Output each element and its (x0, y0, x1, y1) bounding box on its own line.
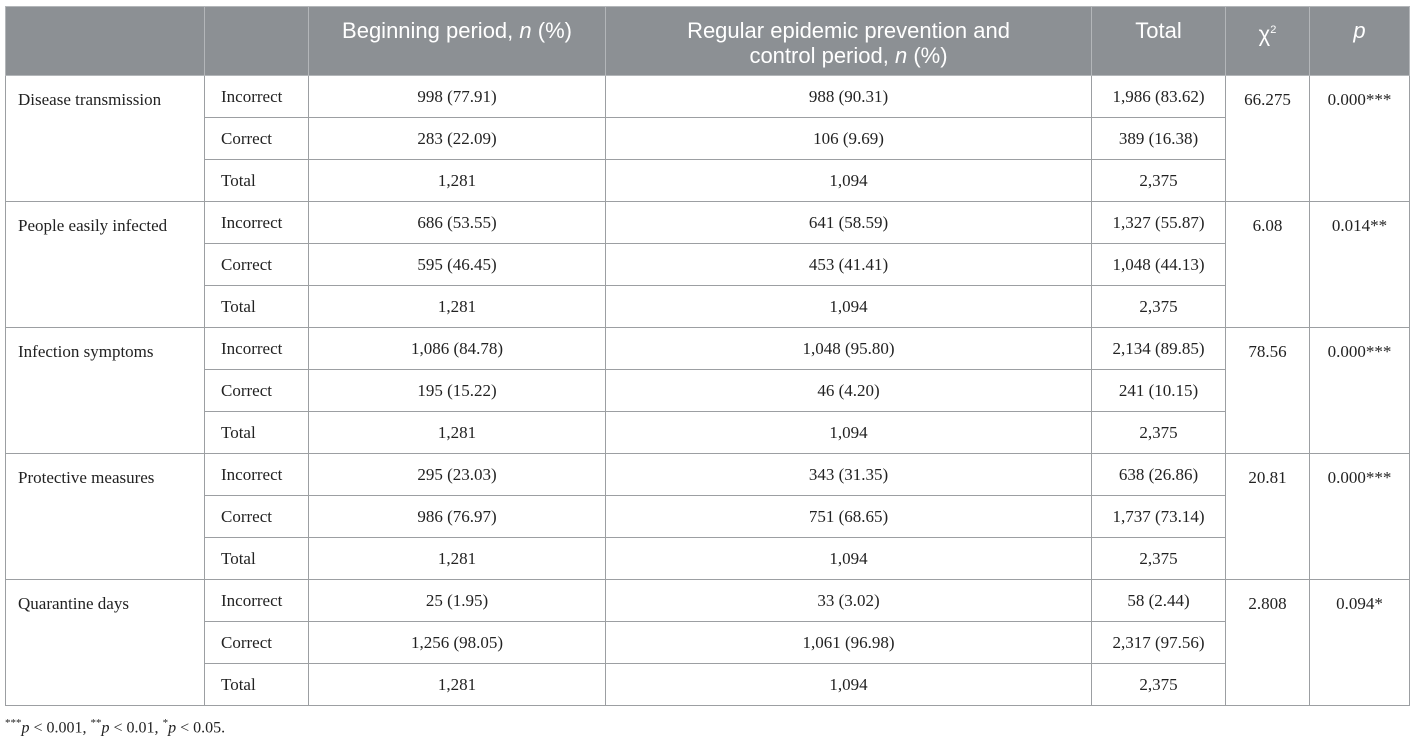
header-chi-symbol: χ (1258, 21, 1271, 47)
category-cell: Total (205, 412, 309, 454)
total-cell: 241 (10.15) (1092, 370, 1226, 412)
regular-period-cell: 1,094 (606, 160, 1092, 202)
p-value-cell: 0.000*** (1310, 454, 1410, 580)
category-cell: Incorrect (205, 328, 309, 370)
header-chi-square (1226, 7, 1310, 76)
chi-square-cell: 6.08 (1226, 202, 1310, 328)
total-cell: 2,375 (1092, 160, 1226, 202)
table-row (6, 328, 1410, 370)
beginning-period-cell: 1,281 (309, 160, 606, 202)
category-cell: Total (205, 160, 309, 202)
beginning-period-cell: 25 (1.95) (309, 580, 606, 622)
beginning-period-cell: 295 (23.03) (309, 454, 606, 496)
category-cell: Incorrect (205, 580, 309, 622)
total-cell: 2,317 (97.56) (1092, 622, 1226, 664)
footnote-text-3: < 0.05. (176, 719, 226, 737)
total-cell: 1,737 (73.14) (1092, 496, 1226, 538)
beginning-period-cell: 1,256 (98.05) (309, 622, 606, 664)
header-p-symbol: p (1353, 18, 1366, 43)
p-value-cell: 0.000*** (1310, 328, 1410, 454)
regular-period-cell: 453 (41.41) (606, 244, 1092, 286)
header-regular-line2: control period, (749, 43, 895, 68)
category-cell: Correct (205, 370, 309, 412)
header-p-value (1310, 7, 1410, 76)
group-label: Disease transmission (6, 76, 205, 202)
total-cell: 2,375 (1092, 538, 1226, 580)
chi-square-cell: 2.808 (1226, 580, 1310, 706)
total-cell: 2,375 (1092, 286, 1226, 328)
header-begin-pct: (%) (531, 18, 572, 43)
footnote (5, 717, 225, 737)
footnote-p-3: p (168, 719, 177, 737)
table-row (6, 580, 1410, 622)
category-cell: Total (205, 286, 309, 328)
total-cell: 2,375 (1092, 412, 1226, 454)
total-cell: 1,986 (83.62) (1092, 76, 1226, 118)
category-cell: Total (205, 538, 309, 580)
p-value-cell: 0.000*** (1310, 76, 1410, 202)
total-cell: 389 (16.38) (1092, 118, 1226, 160)
group-label: Infection symptoms (6, 328, 205, 454)
header-regular-line1: Regular epidemic prevention and (687, 18, 1010, 43)
beginning-period-cell: 283 (22.09) (309, 118, 606, 160)
table-row (6, 496, 1410, 538)
beginning-period-cell: 986 (76.97) (309, 496, 606, 538)
table-row (6, 202, 1410, 244)
total-cell: 2,134 (89.85) (1092, 328, 1226, 370)
category-cell: Correct (205, 496, 309, 538)
table-row (6, 160, 1410, 202)
header-total: Total (1092, 7, 1226, 76)
regular-period-cell: 1,094 (606, 664, 1092, 706)
footnote-stars-1: *** (5, 717, 22, 729)
category-cell: Incorrect (205, 454, 309, 496)
table-row (6, 622, 1410, 664)
category-cell: Incorrect (205, 202, 309, 244)
chi-square-cell: 20.81 (1226, 454, 1310, 580)
beginning-period-cell: 1,281 (309, 538, 606, 580)
header-blank-1 (6, 7, 205, 76)
header-chi-sup: 2 (1270, 24, 1277, 36)
group-label: People easily infected (6, 202, 205, 328)
footnote-text-2: < 0.01, (109, 719, 163, 737)
group-label: Quarantine days (6, 580, 205, 706)
category-cell: Correct (205, 622, 309, 664)
table-row (6, 454, 1410, 496)
beginning-period-cell: 686 (53.55) (309, 202, 606, 244)
regular-period-cell: 106 (9.69) (606, 118, 1092, 160)
header-blank-2 (205, 7, 309, 76)
footnote-text-1: < 0.001, (29, 719, 91, 737)
table-container (5, 6, 1409, 706)
table-row (6, 118, 1410, 160)
p-value-cell: 0.014** (1310, 202, 1410, 328)
table-row (6, 412, 1410, 454)
regular-period-cell: 1,094 (606, 538, 1092, 580)
category-cell: Correct (205, 244, 309, 286)
header-regular-n: n (894, 43, 908, 68)
beginning-period-cell: 1,281 (309, 664, 606, 706)
regular-period-cell: 1,094 (606, 412, 1092, 454)
table-body (6, 76, 1410, 706)
regular-period-cell: 1,061 (96.98) (606, 622, 1092, 664)
regular-period-cell: 33 (3.02) (606, 580, 1092, 622)
table-row (6, 244, 1410, 286)
group-label: Protective measures (6, 454, 205, 580)
header-beginning-period (309, 7, 606, 76)
header-begin-n: n (519, 18, 532, 43)
regular-period-cell: 1,094 (606, 286, 1092, 328)
category-cell: Total (205, 664, 309, 706)
footnote-p-2: p (101, 719, 110, 737)
footnote-stars-2: ** (90, 717, 102, 729)
header-begin-text: Beginning period, (342, 18, 520, 43)
footnote-p-1: p (21, 719, 30, 737)
table-row (6, 76, 1410, 118)
regular-period-cell: 343 (31.35) (606, 454, 1092, 496)
category-cell: Incorrect (205, 76, 309, 118)
table-row (6, 286, 1410, 328)
regular-period-cell: 46 (4.20) (606, 370, 1092, 412)
header-row (6, 7, 1410, 76)
table-row (6, 370, 1410, 412)
regular-period-cell: 1,048 (95.80) (606, 328, 1092, 370)
beginning-period-cell: 1,086 (84.78) (309, 328, 606, 370)
regular-period-cell: 751 (68.65) (606, 496, 1092, 538)
beginning-period-cell: 1,281 (309, 412, 606, 454)
total-cell: 2,375 (1092, 664, 1226, 706)
total-cell: 1,048 (44.13) (1092, 244, 1226, 286)
category-cell: Correct (205, 118, 309, 160)
beginning-period-cell: 1,281 (309, 286, 606, 328)
results-table (5, 6, 1410, 706)
table-row (6, 538, 1410, 580)
chi-square-cell: 66.275 (1226, 76, 1310, 202)
regular-period-cell: 988 (90.31) (606, 76, 1092, 118)
table-row (6, 664, 1410, 706)
total-cell: 1,327 (55.87) (1092, 202, 1226, 244)
regular-period-cell: 641 (58.59) (606, 202, 1092, 244)
beginning-period-cell: 195 (15.22) (309, 370, 606, 412)
total-cell: 58 (2.44) (1092, 580, 1226, 622)
header-regular-period (606, 7, 1092, 76)
header-regular-pct: (%) (907, 43, 948, 68)
beginning-period-cell: 595 (46.45) (309, 244, 606, 286)
total-cell: 638 (26.86) (1092, 454, 1226, 496)
chi-square-cell: 78.56 (1226, 328, 1310, 454)
footnote-stars-3: * (162, 717, 169, 729)
beginning-period-cell: 998 (77.91) (309, 76, 606, 118)
p-value-cell: 0.094* (1310, 580, 1410, 706)
